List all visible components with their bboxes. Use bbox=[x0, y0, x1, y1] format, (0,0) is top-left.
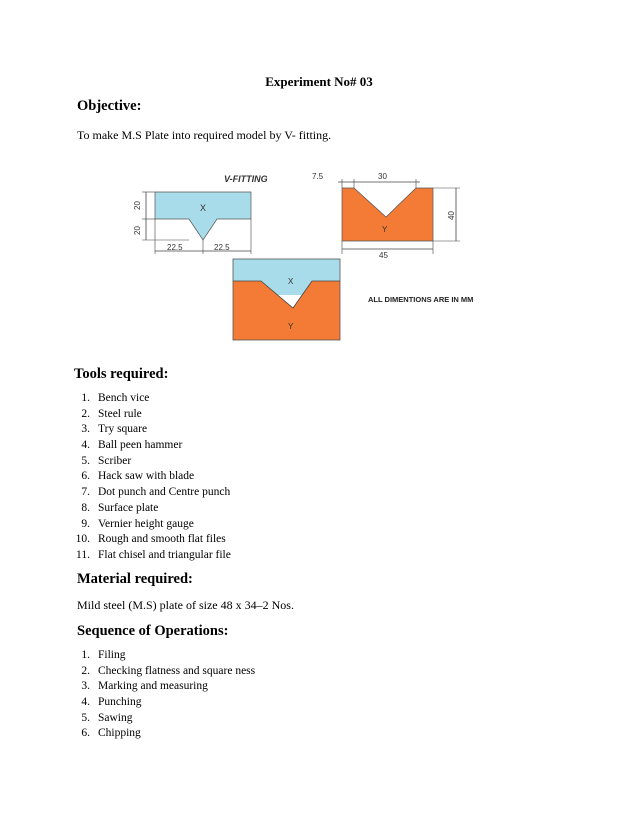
list-item-number: 10. bbox=[75, 533, 90, 546]
list-item-number: 5. bbox=[81, 711, 90, 724]
list-item bbox=[69, 695, 255, 711]
list-item-text: Bench vice bbox=[98, 392, 150, 404]
sequence-list bbox=[69, 648, 255, 742]
list-item-text: Steel rule bbox=[98, 407, 142, 420]
objective-text: To make M.S Plate into required model by V- fitting. bbox=[77, 128, 332, 142]
list-item-number: 4. bbox=[81, 696, 90, 709]
part-x-shape bbox=[155, 192, 251, 240]
list-item bbox=[69, 469, 231, 485]
dim-20-top: 20 bbox=[133, 201, 142, 210]
objective-heading: Objective: bbox=[77, 98, 142, 114]
list-item bbox=[69, 532, 231, 548]
list-item-text: Flat chisel and triangular file bbox=[98, 548, 231, 561]
list-item-text: Try square bbox=[98, 423, 148, 436]
list-item-text: Punching bbox=[98, 696, 142, 709]
list-item bbox=[69, 391, 231, 407]
tools-heading: Tools required: bbox=[74, 366, 169, 382]
list-item-text: Sawing bbox=[98, 711, 133, 724]
dim-30: 30 bbox=[378, 172, 387, 181]
list-item bbox=[69, 679, 255, 695]
list-item-number: 4. bbox=[81, 439, 90, 452]
dim-40: 40 bbox=[447, 211, 456, 220]
list-item-text: Hack saw with blade bbox=[98, 470, 195, 483]
list-item-number: 6. bbox=[81, 727, 90, 740]
dim-7-5: 7.5 bbox=[312, 172, 324, 181]
list-item-text: Scriber bbox=[98, 454, 132, 467]
material-text: Mild steel (M.S) plate of size 48 x 34–2 Nos. bbox=[77, 598, 294, 612]
figure-caption: V-FITTING bbox=[224, 174, 268, 184]
list-item bbox=[69, 648, 255, 664]
list-item-number: 3. bbox=[81, 680, 90, 693]
list-item bbox=[69, 664, 255, 680]
part-x-label: X bbox=[200, 203, 207, 213]
list-item-number: 3. bbox=[81, 423, 90, 436]
dimension-note: ALL DIMENTIONS ARE IN MM bbox=[368, 295, 474, 304]
list-item-text: Marking and measuring bbox=[98, 680, 208, 693]
list-item-text: Surface plate bbox=[98, 501, 159, 514]
v-fitting-figure bbox=[110, 162, 540, 352]
list-item-number: 7. bbox=[81, 486, 90, 499]
list-item bbox=[69, 501, 231, 517]
list-item-number: 2. bbox=[81, 407, 90, 420]
list-item bbox=[69, 517, 231, 533]
list-item-text: Vernier height gauge bbox=[98, 517, 194, 530]
list-item-number: 9. bbox=[81, 517, 90, 530]
material-heading: Material required: bbox=[77, 571, 193, 587]
dim-22-5-left: 22.5 bbox=[167, 243, 183, 252]
page-title: Experiment No# 03 bbox=[265, 74, 373, 89]
list-item-text: Dot punch and Centre punch bbox=[98, 486, 231, 499]
part-y-shape bbox=[342, 188, 433, 241]
list-item-text: Chipping bbox=[98, 727, 141, 740]
list-item-text: Ball peen hammer bbox=[98, 439, 183, 452]
list-item-number: 11. bbox=[76, 548, 90, 561]
list-item-text: Rough and smooth flat files bbox=[98, 533, 226, 546]
dim-45: 45 bbox=[379, 251, 388, 260]
list-item-text: Checking flatness and square ness bbox=[98, 664, 256, 677]
list-item bbox=[69, 454, 231, 470]
list-item-number: 5. bbox=[81, 454, 90, 467]
list-item-number: 1. bbox=[81, 392, 90, 404]
dim-20-bottom: 20 bbox=[133, 226, 142, 235]
list-item bbox=[69, 548, 231, 564]
dim-22-5-right: 22.5 bbox=[214, 243, 230, 252]
list-item bbox=[69, 438, 231, 454]
list-item bbox=[69, 422, 231, 438]
assembly-x-label: X bbox=[288, 277, 294, 286]
list-item-number: 2. bbox=[81, 664, 90, 677]
sequence-heading: Sequence of Operations: bbox=[77, 623, 229, 639]
list-item bbox=[69, 726, 255, 742]
list-item-number: 1. bbox=[81, 649, 90, 661]
assembly-y-label: Y bbox=[288, 322, 294, 331]
list-item bbox=[69, 711, 255, 727]
list-item-number: 6. bbox=[81, 470, 90, 483]
list-item-number: 8. bbox=[81, 501, 90, 514]
list-item bbox=[69, 485, 231, 501]
list-item bbox=[69, 407, 231, 423]
list-item-text: Filing bbox=[98, 649, 126, 661]
tools-list bbox=[69, 391, 231, 564]
part-y-label: Y bbox=[382, 225, 388, 234]
